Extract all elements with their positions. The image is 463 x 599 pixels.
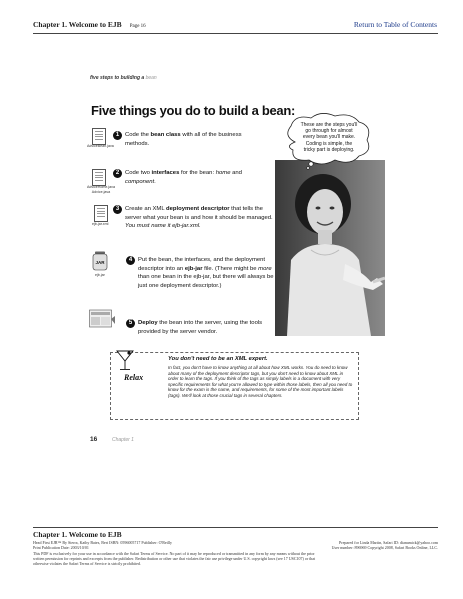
page-number: 16 [90, 436, 98, 443]
thought-bubble-text: These are the steps you'll go through for almost every bean you'll make. Coding is simple, the tricky part is deploying. [300, 122, 358, 153]
java-file-icon [92, 128, 106, 145]
header-chapter-title: Chapter 1. Welcome to EJB Page 16 [33, 20, 146, 29]
footer-pub-date: Print Publication Date: 2003/10/01 [33, 545, 89, 550]
step-2-text: Code two interfaces for the bean: home and component. [125, 170, 242, 185]
page-title: Five things you do to build a bean: [91, 103, 296, 118]
footer-user-number: User number: 896969 Copyright 2008, Safari Books Online, LLC. [331, 545, 438, 550]
step-2-number: 2 [113, 169, 122, 178]
footer-notice-line-3: otherwise violates the Safari Terms of Service is strictly prohibited. [33, 561, 141, 566]
xml-file-icon [94, 205, 108, 222]
footer-prepared-for: Prepared for Linda Martin, Safari ID: dianamick@yahoo.com [339, 540, 438, 545]
step-4-number: 4 [126, 256, 135, 265]
step-3-number: 3 [113, 205, 122, 214]
woman-pointing-photo [275, 160, 385, 336]
step-4-text: Put the bean, the interfaces, and the deployment descriptor into an ejb-jar file. (There might be more than one bean in the ejb-jar, but there will always be just one deployment descriptor.) [138, 257, 274, 289]
header-page-number: Page 16 [129, 24, 146, 29]
relax-label: Relax [124, 373, 144, 382]
step-1-icon-caption: AdviceBean.java [87, 144, 114, 148]
step-1-number: 1 [113, 131, 122, 140]
footer-divider [33, 527, 438, 528]
jar-icon [92, 251, 108, 271]
martini-glass-icon [114, 348, 136, 372]
return-to-toc-link[interactable]: Return to Table of Contents [353, 20, 437, 29]
header-divider [33, 33, 438, 34]
step-5-text: Deploy the bean into the server, using the tools provided by the server vendor. [138, 320, 263, 335]
chapter-label: Chapter 1 [112, 437, 134, 443]
footer-notice-line-1: This PDF is exclusively for your use in accordance with the Safari Terms of Service. No part of it may be reproduced or transmitted in any form by any means without the prior [33, 551, 315, 556]
footer-notice-line-2: written permission for reprints and excerpts from the publisher. Redistribution or other use that violates the fair use privilege under U.S. copyright laws (see 17 USC107) or that [33, 556, 316, 561]
step-1-text: Code the bean class with all of the business methods. [125, 132, 242, 147]
relax-heading: You don't need to be an XML expert. [168, 356, 268, 362]
step-4-icon-caption: ejb.jar [95, 273, 105, 277]
step-2-icon-caption: AdviceHome.java Advice.java [87, 185, 115, 194]
running-head: five steps to building a bean [90, 75, 157, 81]
server-tool-icon [89, 309, 116, 329]
relax-body-text: In fact, you don't have to know anything at all about how XML works. You do need to know about many of the deployment descriptor tags, but you don't need to know about XML in order to learn the tags. If you think of the tags as simply labels in a document with very specific requirements for what you're allowed to type within those labels, then all you need to know for the exam is the name, and requirements, for some of the most important labels (tags). We'll look at those crucial tags in several chapters. [168, 365, 353, 398]
footer-book-info: Head First EJB™ By Sierra, Kathy Bates, Bert ISBN: 0596005717 Publisher: O'Reilly [33, 540, 172, 545]
step-3-text: Create an XML deployment descriptor that tells the server what your bean is and how it should be managed. You must name it ejb-jar.xml. [125, 206, 273, 229]
footer-chapter-title: Chapter 1. Welcome to EJB [33, 530, 122, 539]
java-file-icon [92, 169, 106, 186]
step-5-number: 5 [126, 319, 135, 328]
step-3-icon-caption: ejb-jar.xml [92, 222, 109, 226]
jar-icon-label: JAR [95, 260, 105, 265]
